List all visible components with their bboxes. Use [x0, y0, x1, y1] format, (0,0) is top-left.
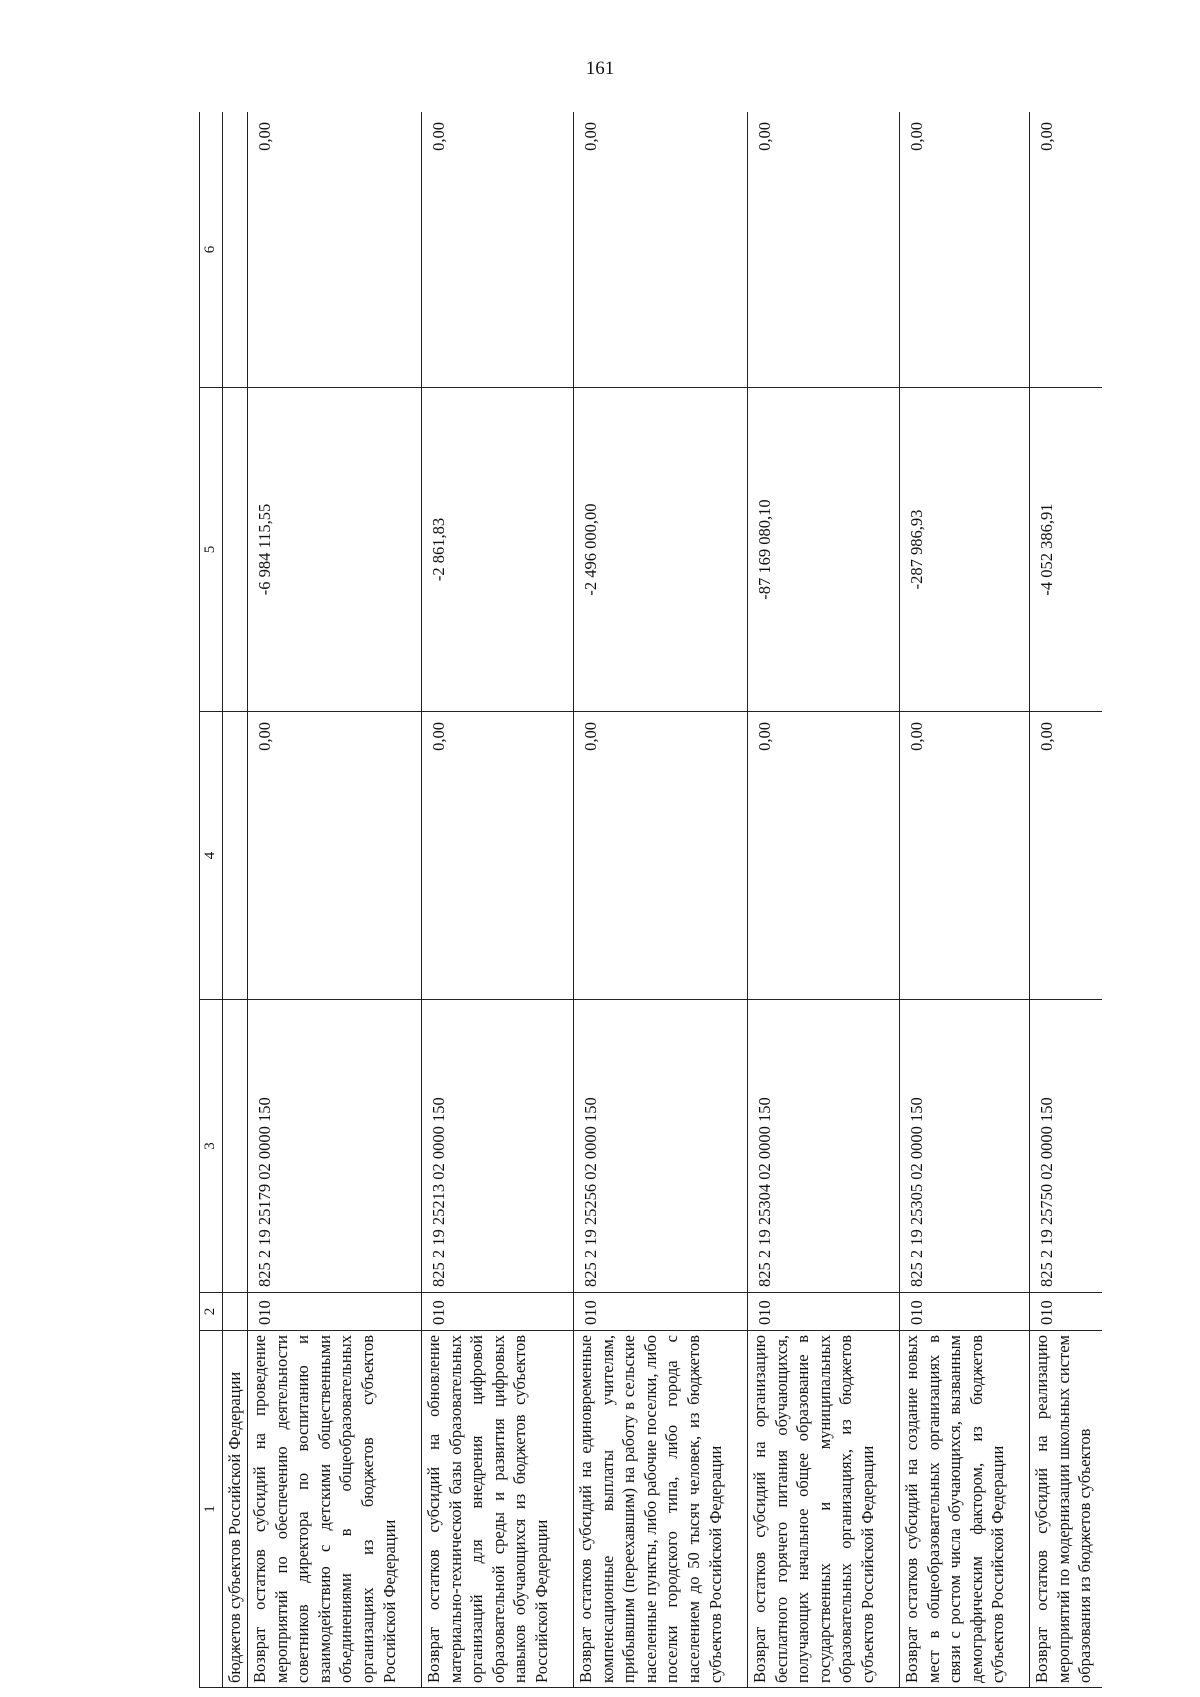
row-col4: 0,00	[900, 712, 1030, 1000]
header-row	[200, 112, 223, 1688]
row-code: 010	[900, 1293, 1030, 1331]
header-cell: 1	[200, 1331, 223, 1688]
row-col6: 0,00	[1030, 112, 1103, 388]
header-cell: 2	[200, 1293, 223, 1331]
header-cell: 3	[200, 1000, 223, 1293]
row-col4: 0,00	[574, 712, 748, 1000]
row-col6: 0,00	[900, 112, 1030, 388]
row-code: 010	[422, 1293, 574, 1331]
row-col5: -6 984 115,55	[248, 388, 422, 712]
row-col6: 0,00	[574, 112, 748, 388]
continuation-text: бюджетов субъектов Российской Федерации	[225, 1371, 244, 1683]
row-col4: 0,00	[1030, 712, 1103, 1000]
row-col5: -4 052 386,91	[1030, 388, 1103, 712]
row-kbk: 825 2 19 25213 02 0000 150	[422, 1000, 574, 1293]
row-name-cell	[1030, 1331, 1103, 1688]
row-name: Возврат остатков субсидий на создание новых мест в общеобразовательных организациях в связи с ростом числа обучающихся, вызванным демографическим фактором, из бюджетов субъектов Российской Федерации	[902, 1335, 1008, 1683]
row-code: 010	[748, 1293, 900, 1331]
row-kbk: 825 2 19 25305 02 0000 150	[900, 1000, 1030, 1293]
rotated-table-container	[199, 112, 1102, 1688]
row-kbk: 825 2 19 25179 02 0000 150	[248, 1000, 422, 1293]
row-col5: -87 169 080,10	[748, 388, 900, 712]
row-kbk: 825 2 19 25750 02 0000 150	[1030, 1000, 1103, 1293]
header-cell: 6	[200, 112, 223, 388]
row-name: Возврат остатков субсидий на организацию бесплатного горячего питания обучающихся, получающих начальное общее образование в государственных и муниципальных образовательных организациях, из бюджетов субъектов Российской Федерации	[750, 1335, 877, 1683]
table-row	[422, 112, 574, 1688]
row-code: 010	[1030, 1293, 1103, 1331]
table-row	[1030, 112, 1103, 1688]
row-col6: 0,00	[422, 112, 574, 388]
header-cell: 5	[200, 388, 223, 712]
row-kbk: 825 2 19 25256 02 0000 150	[574, 1000, 748, 1293]
row-col5: -287 986,93	[900, 388, 1030, 712]
row-name: Возврат остатков субсидий на реализацию мероприятий по модернизации школьных систем образования из бюджетов субъектов	[1032, 1335, 1095, 1683]
table-row	[748, 112, 900, 1688]
row-col4: 0,00	[748, 712, 900, 1000]
row-col4: 0,00	[248, 712, 422, 1000]
row-name-cell	[900, 1331, 1030, 1688]
continuation-row	[223, 112, 248, 1688]
row-name: Возврат остатков субсидий на проведение мероприятий по обеспечению деятельности советников директора по воспитанию и взаимодействию с детскими общественными объединениями в общеобразовательных организациях из бюджетов субъектов Российской Федерации	[250, 1335, 399, 1683]
budget-table	[199, 112, 1102, 1688]
table-row	[248, 112, 422, 1688]
row-name-cell	[574, 1331, 748, 1688]
row-col6: 0,00	[748, 112, 900, 388]
row-code: 010	[248, 1293, 422, 1331]
row-name-cell	[248, 1331, 422, 1688]
header-cell: 4	[200, 712, 223, 1000]
row-col4: 0,00	[422, 712, 574, 1000]
row-code: 010	[574, 1293, 748, 1331]
row-name-cell	[748, 1331, 900, 1688]
row-col6: 0,00	[248, 112, 422, 388]
row-name: Возврат остатков субсидий на единовременные компенсационные выплаты учителям, прибывшим (переехавшим) на работу в сельские населенные пункты, либо рабочие поселки, либо поселки городского типа, либо города с населением до 50 тысяч человек, из бюджетов субъектов Российской Федерации	[576, 1335, 725, 1683]
table-row	[574, 112, 748, 1688]
row-kbk: 825 2 19 25304 02 0000 150	[748, 1000, 900, 1293]
table-frame	[199, 112, 1102, 1688]
row-name: Возврат остатков субсидий на обновление материально-технической базы образовательных организаций для внедрения цифровой образовательной среды и развития цифровых навыков обучающихся из бюджетов субъектов Российской Федерации	[424, 1335, 551, 1683]
continuation-cell	[223, 1331, 248, 1688]
page-number: 161	[585, 58, 615, 79]
row-col5: -2 496 000,00	[574, 388, 748, 712]
row-col5: -2 861,83	[422, 388, 574, 712]
row-name-cell	[422, 1331, 574, 1688]
table-row	[900, 112, 1030, 1688]
